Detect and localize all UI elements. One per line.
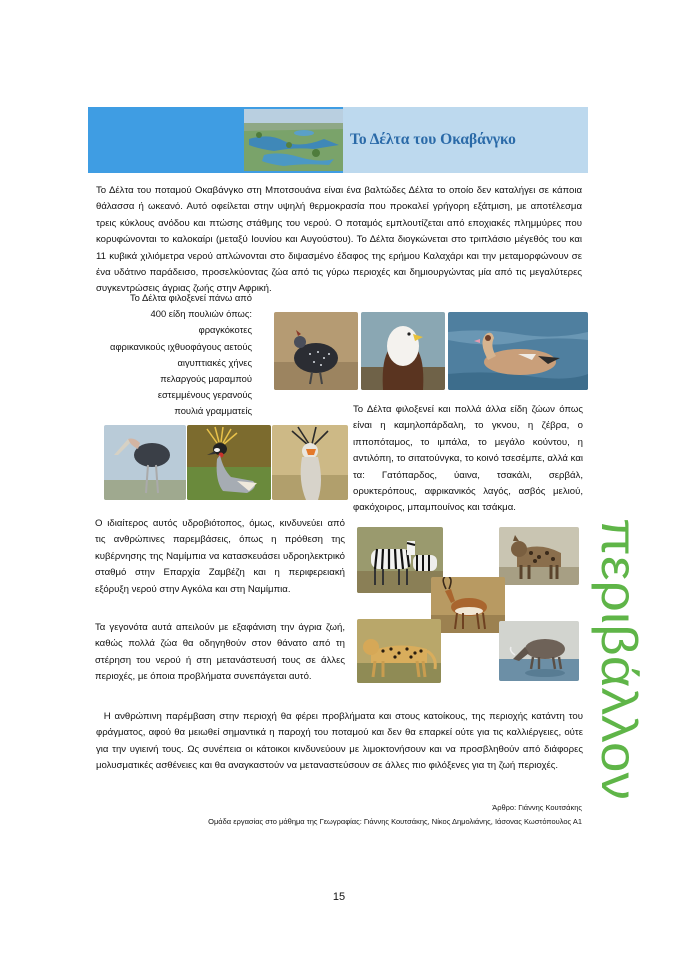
guineafowl-photo: [274, 312, 358, 390]
team-credits: Ομάδα εργασίας στο μάθημα της Γεωγραφίας: Γιάννης Κουτσάκης, Νίκος Δημολιάνης, Ιάσονας Κωστόπουλος Α1: [208, 817, 582, 826]
crowned-crane-photo: [187, 425, 271, 500]
conclusion-paragraph: [96, 709, 583, 775]
intro-paragraph: Το Δέλτα του ποταμού Οκαβάνγκο στη Μποτσουάνα είναι ένα βαλτώδες Δέλτα το οποίο δεν καταλήγει σε κάποια θάλασσα ή ωκεανό. Αυτό οφείλεται στην υψηλή θερμοκρασία που προκαλεί γρήγορη εξάτμιση, με αποτέλεσμα τρεις κύκλους ανόδου και πτώσης στάθμης του νερού. Ο ποταμός εμπλουτίζεται από εποχιακές πλημμύρες που κορυφώνονται το καλοκαίρι (μεταξύ Ιουνίου και Αυγούστου). Το Δέλτα διογκώνεται στο τριπλάσιο μέγεθός του και 11 κυβικά χιλιόμετρα νερού απλώνονται στο διψασμένο έδαφος της ερήμου Καλαχάρι και την μεταμορφώνουν σε ένα υδάτινο παράδεισο, προσελκύοντας ζώα από τις γύρω περιοχές και δημιουργώντας μία από τις μεγαλύτερες συγκεντρώσεις άγριας ζωής στην Αφρική.: [96, 185, 582, 295]
marabou-stork-photo: [104, 425, 186, 500]
birds-line: Το Δέλτα φιλοξενεί πάνω από: [129, 292, 252, 303]
cheetah-photo: [357, 619, 441, 683]
birds-line: αιγυπτιακές χήνες: [177, 356, 252, 368]
birds-line: φραγκόκοτες: [198, 324, 252, 336]
page-number: 15: [332, 891, 346, 903]
birds-line: εστεμμένους γερανούς: [157, 389, 252, 401]
other-animals-paragraph: Το Δέλτα φιλοξενεί και πολλά άλλα είδη ζώων όπως είναι η καμηλοπάρδαλη, το γκνου, η ζέβρα, ο ιπποπόταμος, το ιμπάλα, το μεγάλο κούντου, η αντιλόπη, το σιτατούνγκα, το κοινό τσεσέμπε, αλλά και τα: Γατόπαρδος, ύαινα, τσακάλι, σερβάλ, ορυκτερόπους, αφρικανικός λαγός, ασβός μελιού, φακόχοιρος, μπαμπουίνος και τσάκμα.: [353, 404, 583, 514]
article-author: Άρθρο: Γιάννης Κουτσάκης: [492, 803, 582, 812]
birds-line: 400 είδη πουλιών όπως:: [150, 308, 252, 320]
delta-aerial-photo: [244, 109, 343, 171]
threat-paragraph: Ο ιδιαίτερος αυτός υδροβιότοπος, όμως, κινδυνεύει από τις ανθρώπινες παρεμβάσεις, όπως η πρόθεση της κυβέρνησης της Ναμίμπια να κατασκευάσει υδροηλεκτρικό σταθμό στην Επαρχία Ζαμβέζη και η περιφερειακή εξόρυξη νερού στην Αγκόλα και στη Ναμίμπια.: [95, 518, 345, 595]
secretary-bird-photo: [272, 425, 348, 500]
birds-line: αφρικανικούς ιχθυοφάγους αετούς: [110, 340, 252, 352]
birds-line: πουλιά γραμματείς: [174, 405, 252, 417]
fish-eagle-photo: [361, 312, 445, 390]
side-word-perivallon: [590, 518, 650, 803]
conclusion-text: Η ανθρώπινη παρέμβαση στην περιοχή θα φέρει προβλήματα και στους κατοίκους, της περιοχής κατάντη του φράγματος, αφού θα μειωθεί σημαντικά η παροχή του ποταμού και δεν θα επαρκεί ούτε για τις καλλιέργειες, ούτε για την υγιεινή τους. Ως συνέπεια οι κάτοικοι κινδυνεύουν με λιμοκτονήσουν και να προσβληθούν από διάφορες μολυσματικές ασθένειες και θα αναγκαστούν να μεταναστεύσουν σε άλλες πιο φιλόξενες για τη ζωή περιοχές.: [96, 711, 583, 772]
hyena-photo: [499, 527, 579, 585]
page-title: Το Δέλτα του Οκαβάνγκο: [350, 131, 516, 148]
egyptian-goose-photo: [448, 312, 588, 390]
side-word-text: περιβάλλον: [591, 518, 647, 775]
threat-paragraph: Τα γεγονότα αυτά απειλούν με εξαφάνιση την άγρια ζωή, καθώς πολλά ζώα θα οδηγηθούν στον θάνατο από τη στέρηση του νερού ή στη μετανάστευσή τους σε άλλες περιοχές, με όποια προβλήματα συνεπάγεται αυτό.: [95, 622, 345, 683]
mammals-collage: [357, 527, 579, 683]
warthog-photo: [499, 621, 579, 681]
impala-photo: [431, 577, 505, 633]
birds-list: [92, 290, 252, 420]
birds-line: πελαργούς μαραμπού: [160, 373, 252, 385]
